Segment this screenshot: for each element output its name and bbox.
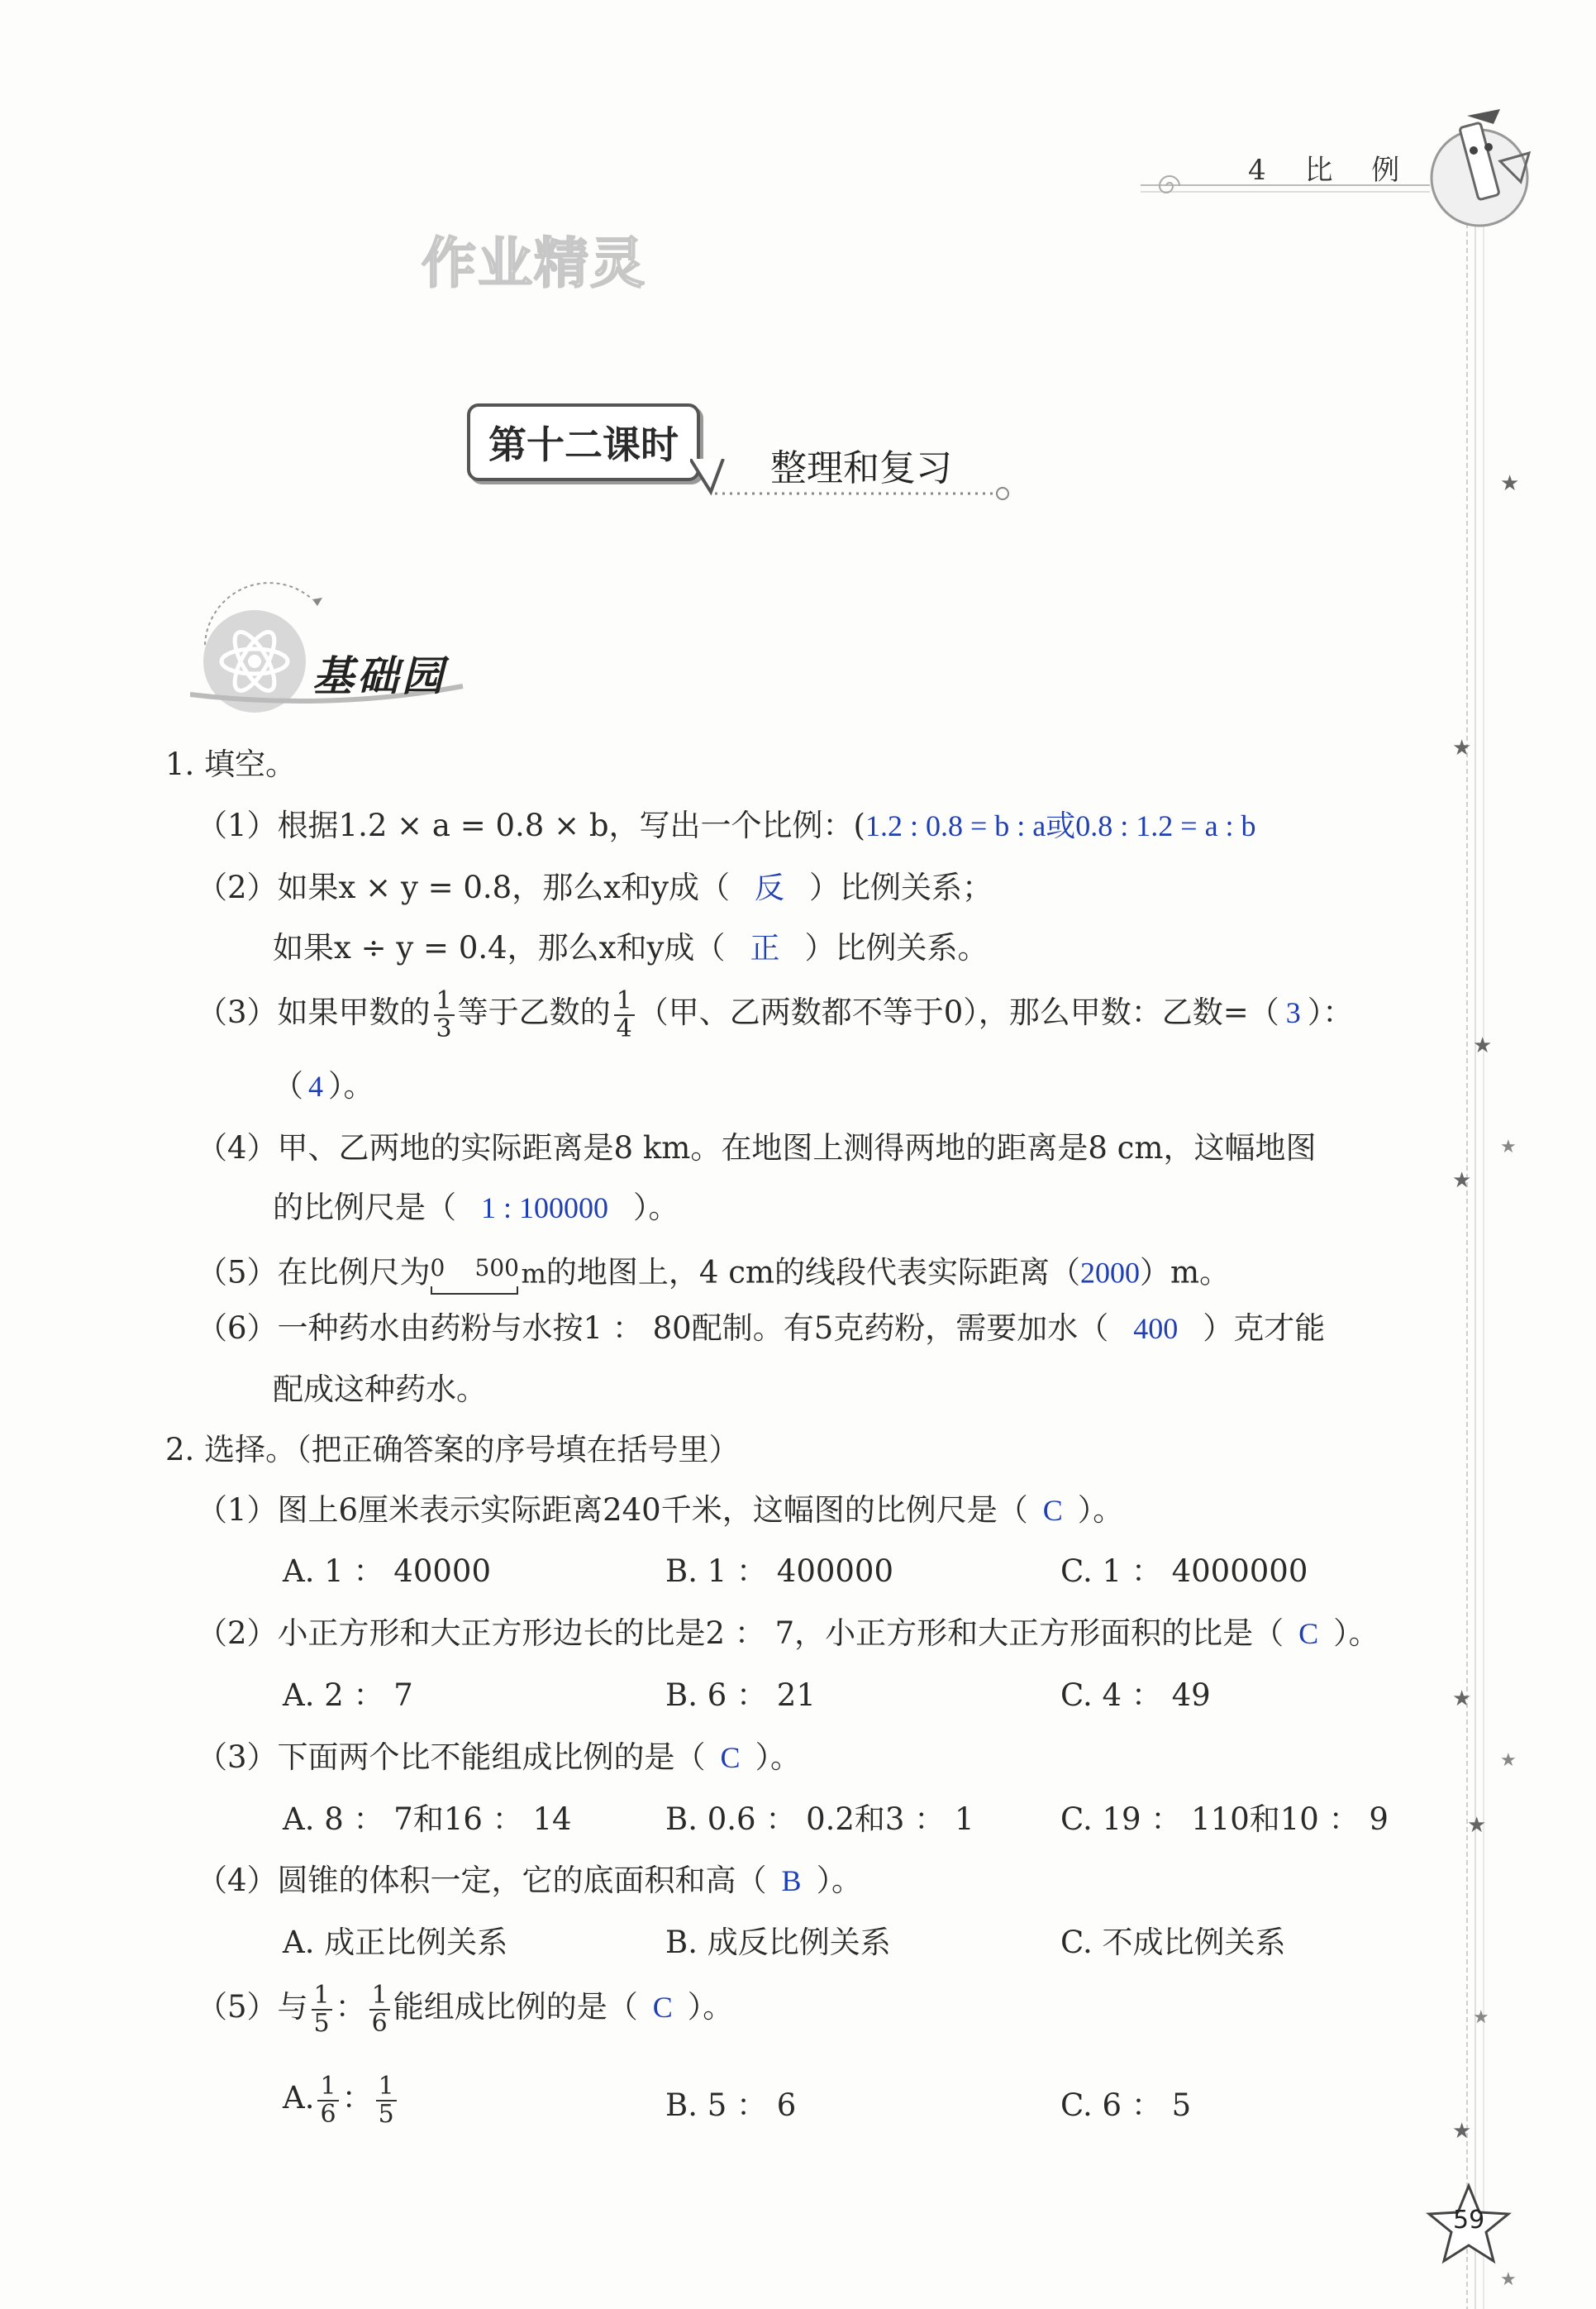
q2-item2-option-c: C. 4 ： 49 (1060, 1677, 1211, 1713)
star-icon: ★ (1452, 1686, 1472, 1711)
fraction: $\frac{1}{6}$ (317, 2073, 338, 2127)
answer: B (781, 1864, 802, 1897)
answer: 3 (1285, 996, 1301, 1029)
fraction: $\frac{1}{4}$ (614, 988, 635, 1042)
q2-item1-option-c: C. 1 ： 4000000 (1060, 1553, 1308, 1589)
q2-item4-option-a: A. 成正比例关系 (283, 1925, 508, 1960)
page-number: 59 (1453, 2206, 1485, 2235)
answer: 4 (308, 1070, 323, 1103)
q2-item1-option-a: A. 1 ： 40000 (283, 1553, 492, 1589)
q2-heading: 2. 选择。（把正确答案的序号填在括号里） (165, 1432, 740, 1467)
answer: C (1298, 1617, 1319, 1650)
fraction: $\frac{1}{5}$ (312, 1982, 332, 2036)
answer: 1.2 : 0.8 = b : a或0.8 : 1.2 = a : b (865, 809, 1256, 842)
q2-item4-option-c: C. 不成比例关系 (1060, 1925, 1286, 1960)
q1-part4b: 的比例尺是（ 1 : 100000 ）。 (273, 1190, 679, 1225)
star-icon: ★ (1473, 1033, 1493, 1058)
fraction: $\frac{1}{3}$ (434, 988, 455, 1042)
answer: 2000 (1080, 1256, 1140, 1290)
q2-item3: （3）下面两个比不能组成比例的是（ C ）。 (197, 1739, 802, 1775)
lesson-label: 第十二课时 (467, 403, 700, 481)
q1-part2b: 如果x ÷ y = 0.4，那么x和y成（ 正 ）比例关系。 (273, 930, 989, 966)
answer: C (1042, 1494, 1063, 1527)
q2-item1: （1）图上6厘米表示实际距离240千米，这幅图的比例尺是（ C ）。 (197, 1492, 1124, 1528)
q2-item5-option-b: B. 5 ： 6 (665, 2087, 797, 2123)
answer: C (720, 1741, 741, 1774)
q2-item2: （2）小正方形和大正方形边长的比是2 ： 7，小正方形和大正方形面积的比是（ C ）。 (197, 1615, 1379, 1651)
q1-part3b: （ 4 ）。 (273, 1068, 374, 1104)
q1-part1: （1）根据1.2 × a = 0.8 × b，写出一个比例：(1.2 : 0.8 = b : a或0.8 : 1.2 = a : b (197, 808, 1256, 843)
q2-item1-option-b: B. 1 ： 400000 (665, 1553, 894, 1589)
answer: 1 : 100000 (481, 1191, 609, 1224)
q1-part6b: 配成这种药水。 (273, 1372, 487, 1407)
fraction: $\frac{1}{5}$ (376, 2073, 397, 2127)
q2-item3-option-b: B. 0.6 ： 0.2和3 ： 1 (665, 1801, 974, 1837)
dotted-underline (715, 484, 1012, 508)
q2-item4-option-b: B. 成反比例关系 (665, 1925, 891, 1960)
q2-item2-option-b: B. 6 ： 21 (665, 1677, 816, 1713)
q1-part2a: （2）如果x × y = 0.8，那么x和y成（ 反 ）比例关系； (197, 870, 993, 905)
answer: 正 (750, 932, 780, 965)
star-icon: ★ (1467, 1813, 1487, 1838)
watermark: 作业精灵 (422, 231, 646, 295)
q2-item3-option-c: C. 19 ： 110和10 ： 9 (1060, 1801, 1389, 1837)
spiral-icon (1149, 169, 1190, 203)
scale-bar: 0 500 (431, 1257, 522, 1293)
answer: 反 (754, 871, 784, 904)
chapter-title: 4 比 例 (1248, 154, 1415, 187)
page-border-decoration (1141, 99, 1596, 2309)
pencil-mascot-icon (1417, 99, 1541, 231)
lesson-subtitle: 整理和复习 (770, 447, 952, 489)
section-title: 基础园 (312, 651, 446, 700)
star-icon: ★ (1500, 471, 1520, 496)
q2-item5-option-a: A. $\frac{1}{6}$ ： $\frac{1}{5}$ (283, 2073, 400, 2127)
star-icon: ★ (1452, 2119, 1472, 2144)
q1-part3: （3）如果甲数的 $\frac{1}{3}$ 等于乙数的 $\frac{1}{4}$ （甲、乙两数都不等于0），那么甲数：乙数=（ 3 ）： (197, 986, 1354, 1043)
star-icon: ★ (1473, 2007, 1489, 2028)
star-icon: ★ (1500, 1137, 1517, 1157)
answer: C (652, 1991, 673, 2024)
q2-item2-option-a: A. 2 ： 7 (283, 1677, 413, 1713)
answer: 400 (1133, 1312, 1179, 1345)
star-icon: ★ (1500, 2269, 1517, 2290)
star-icon: ★ (1452, 736, 1472, 761)
fraction: $\frac{1}{6}$ (369, 1982, 390, 2036)
star-icon: ★ (1452, 1168, 1472, 1193)
q1-part4a: （4）甲、乙两地的实际距离是8 km。在地图上测得两地的距离是8 cm，这幅地图 (197, 1130, 1317, 1166)
q2-item5: （5）与 $\frac{1}{5}$ ： $\frac{1}{6}$ 能组成比例的是（ C ）。 (197, 1981, 734, 2038)
q2-item5-option-c: C. 6 ： 5 (1060, 2087, 1192, 2123)
star-icon: ★ (1500, 1750, 1517, 1771)
q2-item4: （4）圆锥的体积一定，它的底面积和高（ B ）。 (197, 1863, 863, 1898)
q2-item3-option-a: A. 8 ： 7和16 ： 14 (283, 1801, 572, 1837)
q1-part6a: （6）一种药水由药粉与水按1 ： 80配制。有5克药粉，需要加水（ 400 ）克才能 (197, 1310, 1326, 1346)
q1-part5: （5）在比例尺为 0 500 m的地图上，4 cm的线段代表实际距离（2000）m。 (197, 1257, 1230, 1293)
q1-heading: 1. 填空。 (165, 747, 297, 782)
